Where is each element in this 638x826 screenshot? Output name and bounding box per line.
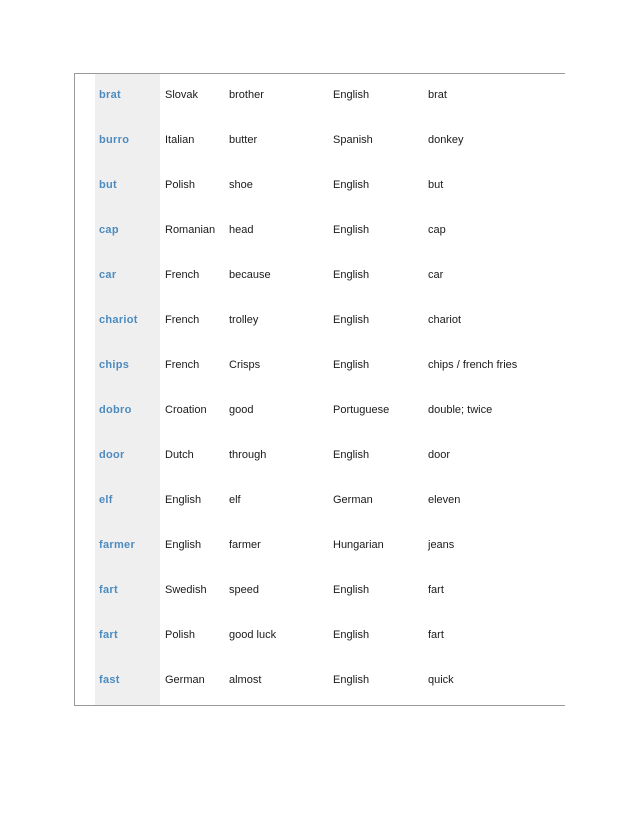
- meaning-cell: shoe: [229, 179, 253, 191]
- other-meaning-cell: quick: [428, 674, 454, 686]
- word-cell: fart: [99, 584, 118, 596]
- other-meaning-cell: double; twice: [428, 404, 493, 416]
- table-row: [74, 433, 565, 478]
- language-cell: English: [165, 539, 202, 551]
- word-cell: door: [99, 449, 125, 461]
- language-cell: Croation: [165, 404, 207, 416]
- table-row: [74, 478, 565, 523]
- word-cell: but: [99, 179, 118, 191]
- meaning-cell: trolley: [229, 314, 259, 326]
- other-meaning-cell: fart: [428, 584, 444, 596]
- word-table: [74, 73, 565, 706]
- word-cell: elf: [99, 494, 113, 506]
- meaning-cell: good: [229, 404, 254, 416]
- other-meaning-cell: eleven: [428, 494, 461, 506]
- other-meaning-cell: chips / french fries: [428, 359, 518, 371]
- other-meaning-cell: cap: [428, 224, 446, 236]
- other-language-cell: Hungarian: [333, 539, 384, 551]
- language-cell: Romanian: [165, 224, 216, 236]
- table-row: [74, 568, 565, 613]
- table-bottom-border: [74, 705, 565, 706]
- language-cell: French: [165, 314, 200, 326]
- other-language-cell: English: [333, 89, 370, 101]
- other-language-cell: German: [333, 494, 373, 506]
- other-language-cell: English: [333, 179, 370, 191]
- word-cell: dobro: [99, 404, 132, 416]
- other-language-cell: English: [333, 449, 370, 461]
- other-language-cell: English: [333, 314, 370, 326]
- other-language-cell: English: [333, 359, 370, 371]
- word-cell: chariot: [99, 314, 138, 326]
- other-language-cell: English: [333, 629, 370, 641]
- other-language-cell: Portuguese: [333, 404, 390, 416]
- table-row: [74, 343, 565, 388]
- language-cell: French: [165, 359, 200, 371]
- word-cell: brat: [99, 89, 121, 101]
- table-row: [74, 523, 565, 568]
- language-cell: English: [165, 494, 202, 506]
- meaning-cell: good luck: [229, 629, 277, 641]
- other-meaning-cell: jeans: [428, 539, 455, 551]
- language-cell: Polish: [165, 629, 195, 641]
- other-language-cell: Spanish: [333, 134, 373, 146]
- meaning-cell: farmer: [229, 539, 261, 551]
- table-row: [74, 73, 565, 118]
- language-cell: Italian: [165, 134, 195, 146]
- language-cell: French: [165, 269, 200, 281]
- table-row: [74, 253, 565, 298]
- other-meaning-cell: but: [428, 179, 444, 191]
- meaning-cell: almost: [229, 674, 262, 686]
- meaning-cell: elf: [229, 494, 241, 506]
- meaning-cell: butter: [229, 134, 258, 146]
- table-row: [74, 658, 565, 703]
- other-language-cell: English: [333, 224, 370, 236]
- word-cell: cap: [99, 224, 119, 236]
- meaning-cell: through: [229, 449, 267, 461]
- meaning-cell: because: [229, 269, 271, 281]
- other-meaning-cell: donkey: [428, 134, 464, 146]
- language-cell: Swedish: [165, 584, 207, 596]
- table-row: [74, 298, 565, 343]
- word-cell: chips: [99, 359, 130, 371]
- meaning-cell: Crisps: [229, 359, 261, 371]
- table-row: [74, 388, 565, 433]
- language-cell: Polish: [165, 179, 195, 191]
- table-row: [74, 118, 565, 163]
- other-meaning-cell: chariot: [428, 314, 462, 326]
- other-meaning-cell: fart: [428, 629, 444, 641]
- table-row: [74, 613, 565, 658]
- meaning-cell: speed: [229, 584, 259, 596]
- word-cell: burro: [99, 134, 130, 146]
- word-cell: fart: [99, 629, 118, 641]
- word-cell: farmer: [99, 539, 136, 551]
- table-row: [74, 163, 565, 208]
- other-meaning-cell: brat: [428, 89, 447, 101]
- meaning-cell: head: [229, 224, 254, 236]
- other-meaning-cell: car: [428, 269, 444, 281]
- word-cell: fast: [99, 674, 120, 686]
- other-language-cell: English: [333, 269, 370, 281]
- word-cell: car: [99, 269, 117, 281]
- language-cell: Dutch: [165, 449, 194, 461]
- language-cell: Slovak: [165, 89, 199, 101]
- other-meaning-cell: door: [428, 449, 451, 461]
- meaning-cell: brother: [229, 89, 264, 101]
- other-language-cell: English: [333, 584, 370, 596]
- language-cell: German: [165, 674, 205, 686]
- other-language-cell: English: [333, 674, 370, 686]
- table-row: [74, 208, 565, 253]
